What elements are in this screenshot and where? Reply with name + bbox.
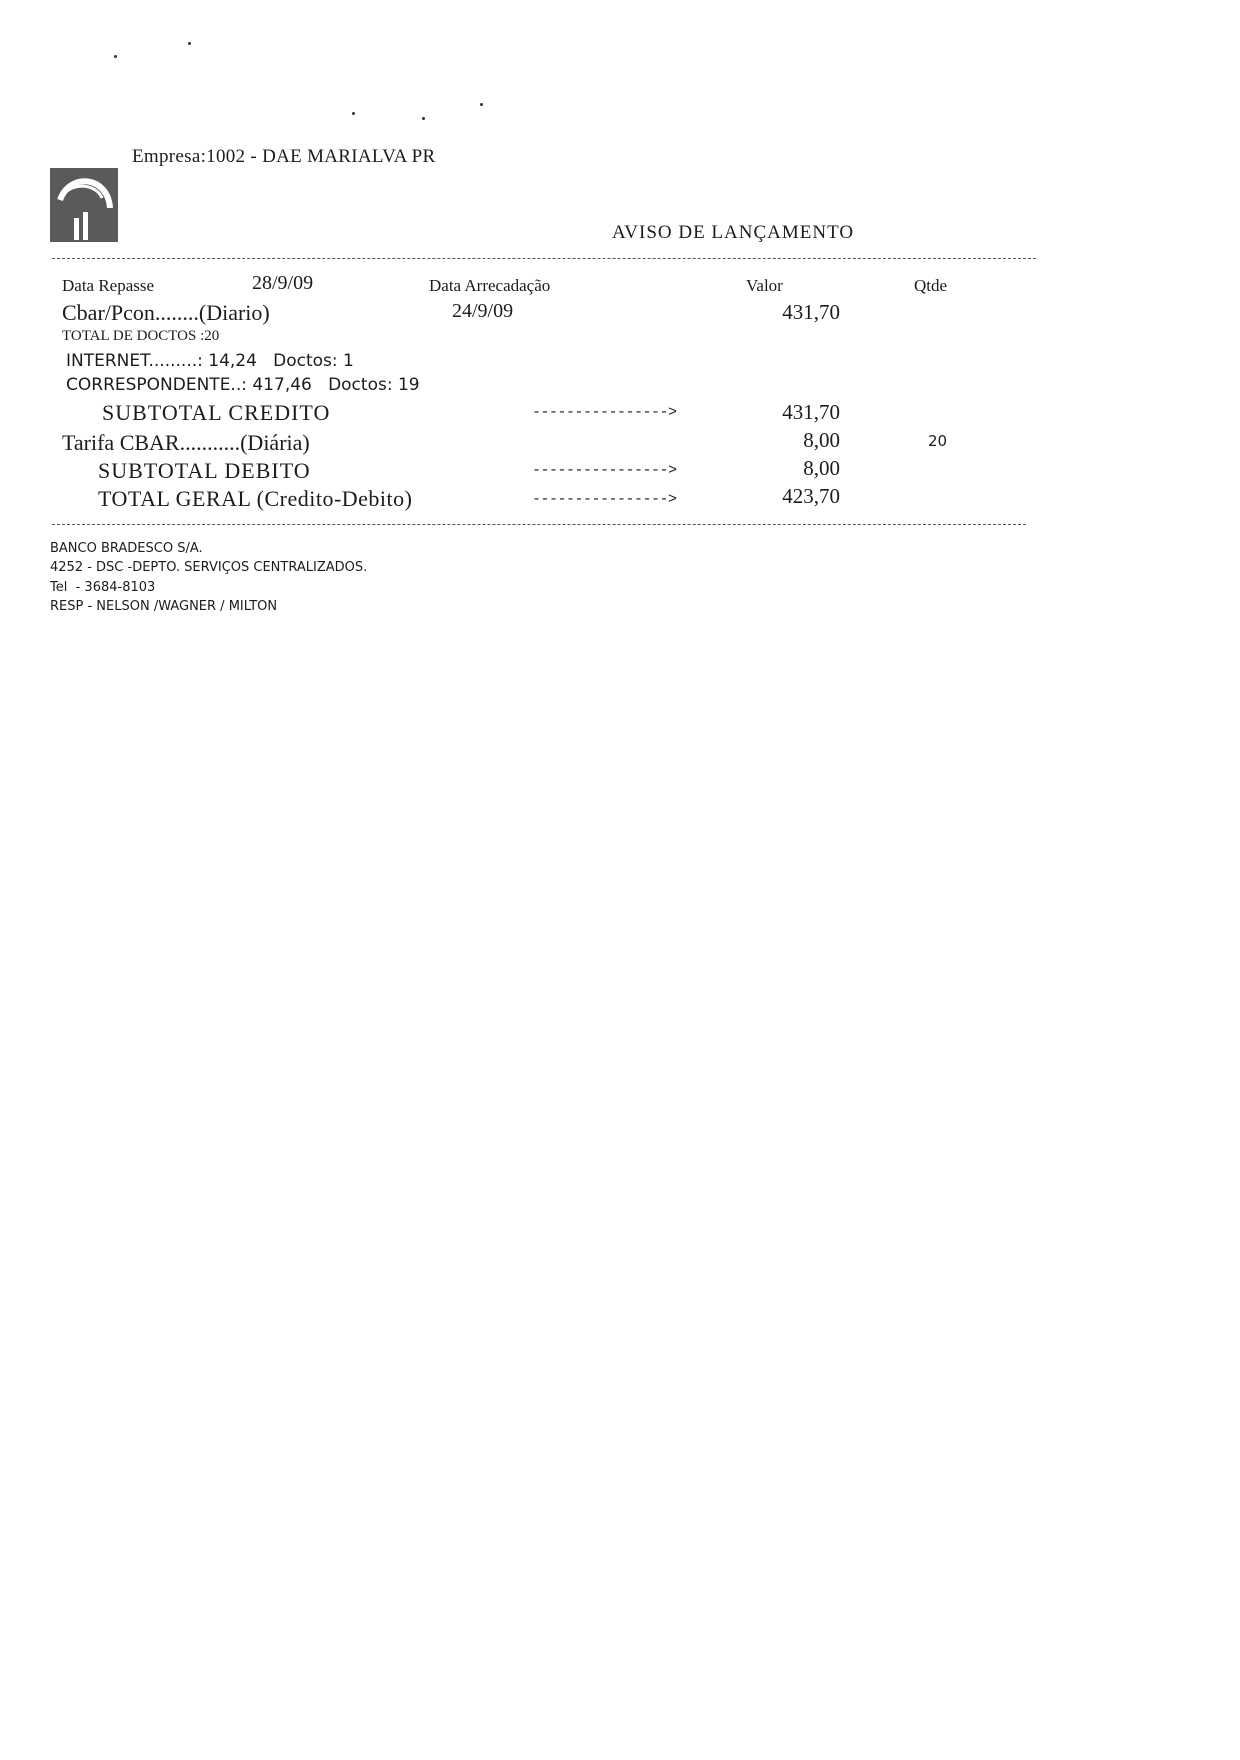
scan-speck (480, 103, 483, 106)
cbar-label: Cbar/Pcon........(Diario) (62, 300, 270, 325)
correspondente-line: CORRESPONDENTE..: 417,46 Doctos: 19 (66, 375, 420, 395)
divider-bottom (52, 524, 1026, 525)
scan-speck (422, 117, 425, 120)
subtotal-credito-arrow: ----------------> (532, 404, 677, 421)
subtotal-credito-label: SUBTOTAL CREDITO (102, 400, 331, 425)
tarifa-qtde: 20 (928, 432, 948, 450)
subtotal-debito-valor: 8,00 (803, 456, 840, 480)
divider-top (52, 258, 1036, 259)
total-geral-label: TOTAL GERAL (Credito-Debito) (98, 486, 413, 511)
footer-resp: RESP - NELSON /WAGNER / MILTON (50, 599, 278, 614)
valor-label: Valor (746, 276, 783, 295)
cbar-valor: 431,70 (782, 300, 840, 324)
footer-bank: BANCO BRADESCO S/A. (50, 541, 203, 556)
scan-speck (352, 112, 355, 115)
data-arrecadacao-label: Data Arrecadação (429, 276, 551, 295)
footer-tel: Tel - 3684-8103 (50, 580, 156, 595)
subtotal-debito-arrow: ----------------> (532, 462, 677, 479)
empresa-line: Empresa:1002 - DAE MARIALVA PR (132, 146, 436, 167)
data-repasse-value: 28/9/09 (252, 272, 314, 294)
bradesco-logo-icon (50, 168, 118, 242)
tarifa-label: Tarifa CBAR...........(Diária) (62, 430, 310, 455)
cbar-date: 24/9/09 (452, 300, 514, 322)
data-repasse-label: Data Repasse (62, 276, 155, 295)
document-title: AVISO DE LANÇAMENTO (612, 222, 855, 243)
scan-speck (188, 42, 191, 45)
total-geral-valor: 423,70 (782, 484, 840, 508)
total-doctos: TOTAL DE DOCTOS :20 (62, 328, 220, 344)
total-geral-arrow: ----------------> (532, 491, 677, 508)
qtde-label: Qtde (914, 276, 948, 295)
subtotal-debito-label: SUBTOTAL DEBITO (98, 458, 311, 483)
footer-dept: 4252 - DSC -DEPTO. SERVIÇOS CENTRALIZADOS. (50, 560, 368, 575)
subtotal-credito-valor: 431,70 (782, 400, 840, 424)
scan-speck (114, 55, 117, 58)
internet-line: INTERNET.........: 14,24 Doctos: 1 (66, 351, 354, 371)
tarifa-valor: 8,00 (803, 428, 840, 452)
